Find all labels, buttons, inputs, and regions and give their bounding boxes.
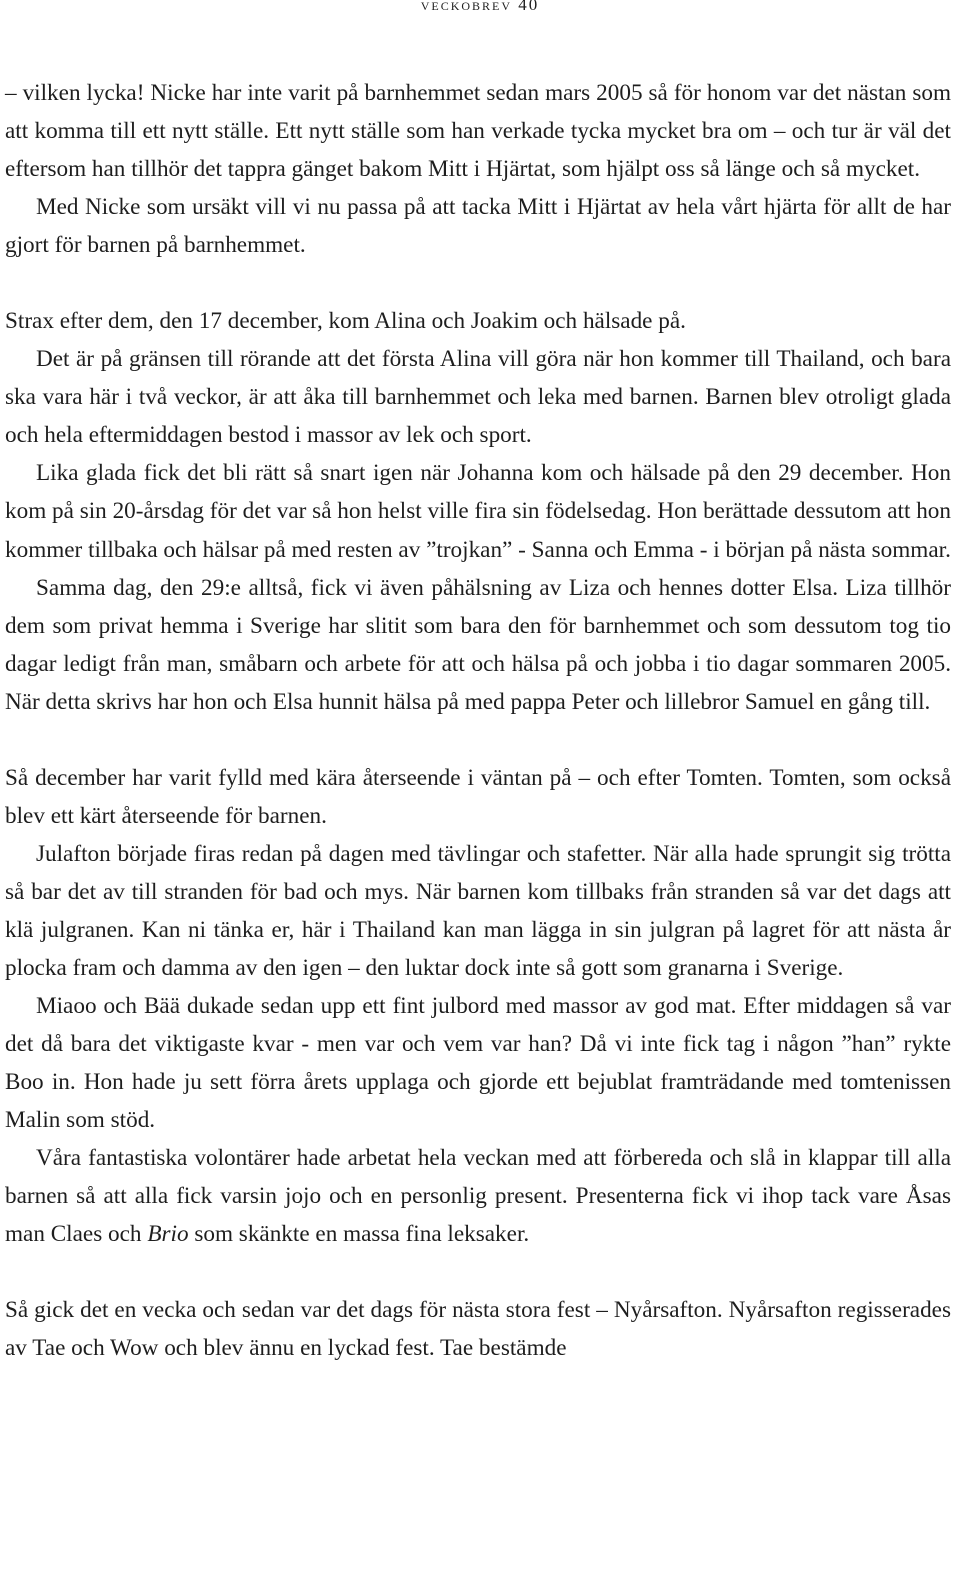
- paragraph: Så december har varit fylld med kära återseende i väntan på – och efter Tomten. Tomten, som också blev ett kärt återseende för barnen.: [5, 764, 951, 829]
- paragraph: Samma dag, den 29:e alltså, fick vi även påhälsning av Liza och hennes dotter Elsa. Liza tillhör dem som privat hemma i Sverige har slitit som bara den för barnhemmet och som dessutom tog tio dagar ledigt från man, småbarn och arbete för att och hälsa på och jobba i tio dagar sommaren 2005. När detta skrivs har hon och Elsa hunnit hälsa på med pappa Peter och lillebror Samuel en gång till.: [5, 574, 951, 715]
- paragraph: Med Nicke som ursäkt vill vi nu passa på att tacka Mitt i Hjärtat av hela vårt hjärta för allt de har gjort för barnen på barnhemmet.: [5, 194, 951, 259]
- paragraph-text: Våra fantastiska volontärer hade arbetat hela veckan med att förbereda och slå in klappar till alla barnen så att alla fick varsin jojo och en personlig present. Presenterna fick vi ihop tack vare Åsas man Claes och: [5, 1145, 951, 1248]
- paragraph-with-italic: [5, 1139, 951, 1253]
- body-text: [5, 74, 951, 1367]
- paragraph-text: som skänkte en massa fina leksaker.: [194, 1221, 530, 1248]
- paragraph: – vilken lycka! Nicke har inte varit på barnhemmet sedan mars 2005 så för honom var det nästan som att komma till ett nytt ställe. Ett nytt ställe som han verkade tycka mycket bra om – och tur är väl det eftersom han tillhör det tappra gänget bakom Mitt i Hjärtat, som hjälpt oss så länge och så mycket.: [5, 80, 951, 183]
- running-head: veckobrev 40: [420, 0, 540, 14]
- paragraph: Det är på gränsen till rörande att det första Alina vill göra när hon kommer till Thailand, och bara ska vara här i två veckor, är att åka till barnhemmet och leka med barnen. Barnen blev otroligt glada och hela eftermiddagen bestod i massor av lek och sport.: [5, 346, 951, 449]
- paragraph: Julafton började firas redan på dagen med tävlingar och stafetter. När alla hade sprungit sig trötta så bar det av till stranden för bad och mys. När barnen kom tillbaks från stranden så var det dags att klä julgranen. Kan ni tänka er, här i Thailand kan man lägga in sin julgran på lagret för att nästa år plocka fram och damma av den igen – den luktar dock inte så gott som granarna i Sverige.: [5, 840, 951, 981]
- paragraph: Lika glada fick det bli rätt så snart igen när Johanna kom och hälsade på den 29 december. Hon kom på sin 20-årsdag för det var så hon helst ville fira sin födelsedag. Hon berättade dessutom att hon kommer tillbaka och hälsar på med resten av ”trojkan” - Sanna och Emma - i början på nästa sommar.: [5, 460, 951, 563]
- paragraph: Så gick det en vecka och sedan var det dags för nästa stora fest – Nyårsafton. Nyårsafton regisserades av Tae och Wow och blev ännu en lyckad fest. Tae bestämde: [5, 1297, 951, 1362]
- italic-brand-name: Brio: [147, 1221, 189, 1248]
- paragraph: Strax efter dem, den 17 december, kom Alina och Joakim och hälsade på.: [5, 308, 686, 335]
- paragraph: Miaoo och Bää dukade sedan upp ett fint julbord med massor av god mat. Efter middagen så var det då bara det viktigaste kvar - men var och vem var han? Då vi inte fick tag i någon ”han” rykte Boo in. Hon hade ju sett förra årets upplaga och gjorde ett bejublat framträdande med tomtenissen Malin som stöd.: [5, 993, 951, 1134]
